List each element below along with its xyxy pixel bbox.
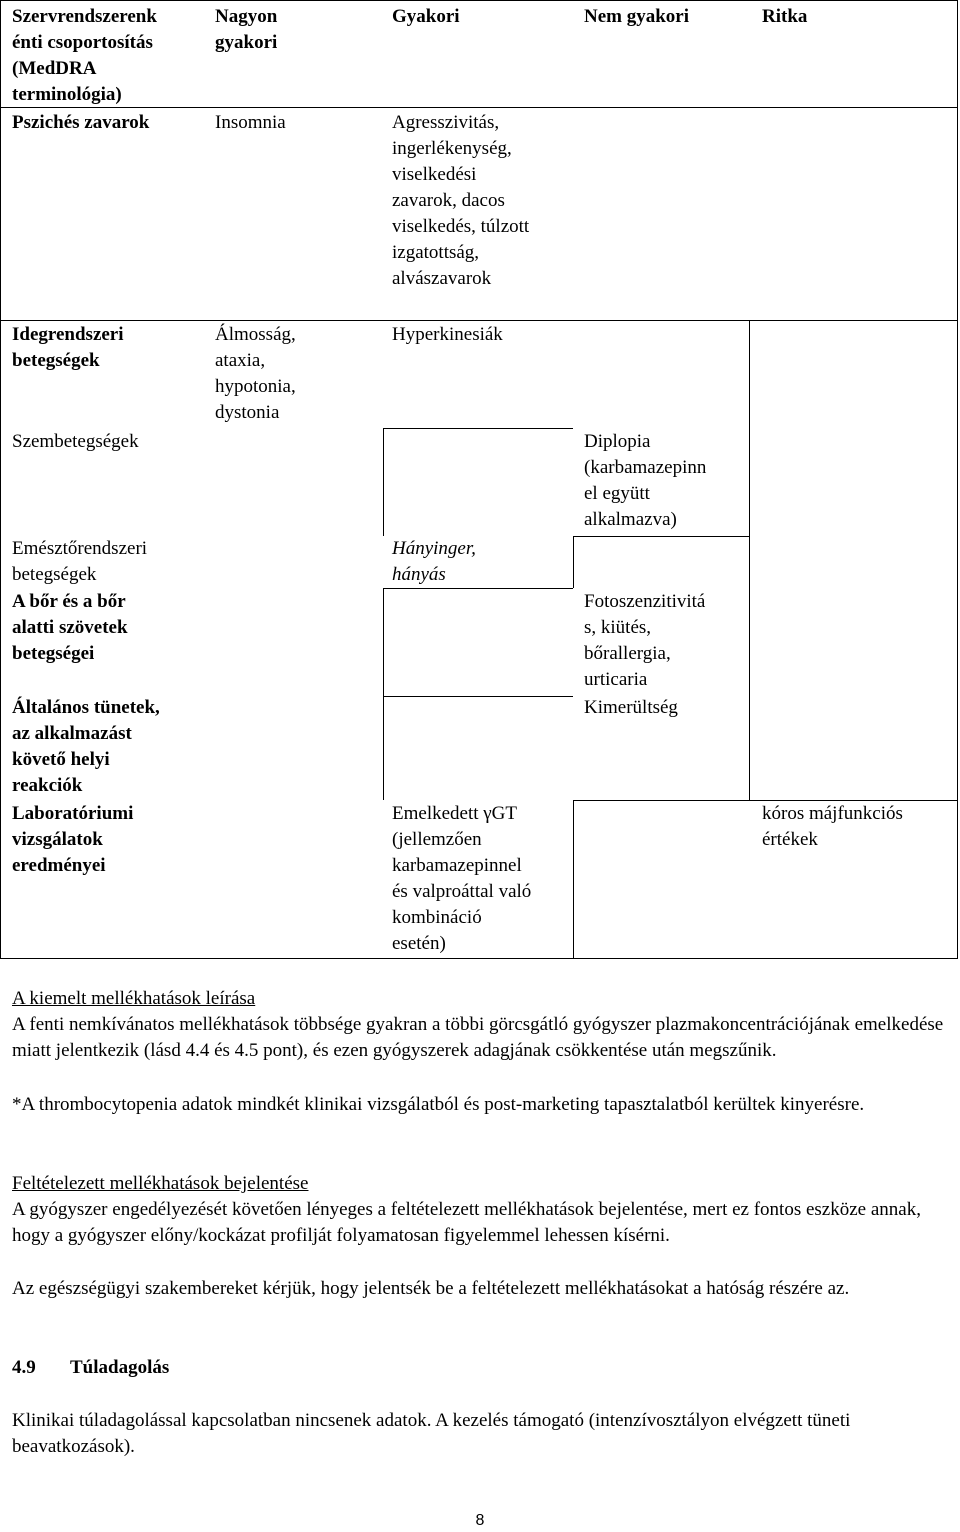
table-row-divider (0, 320, 958, 321)
row-soc: Szembetegségek (12, 431, 139, 452)
section-title-reporting: Feltételezett mellékhatások bejelentése (12, 1173, 309, 1194)
row-soc: Pszichés zavarok (12, 112, 150, 133)
row-uncommon: Fotoszenzitivitá s, kiütés, bőrallergia, urticaria (584, 591, 706, 690)
table-cell-divider (383, 588, 573, 589)
section-title-highlighted: A kiemelt mellékhatások leírása (12, 988, 256, 1009)
paragraph: Az egészségügyi szakembereket kérjük, hogy jelentsék be a feltételezett mellékhatásokat a hatóság részére az. (12, 1278, 850, 1299)
header-uncommon: Nem gyakori (584, 6, 690, 27)
table-border-left (0, 0, 1, 959)
row-common: Hyperkinesiák (392, 324, 503, 345)
header-very-common: Nagyon gyakori (215, 6, 278, 53)
table-cell-divider (383, 428, 573, 429)
table-border-top (0, 0, 958, 1)
row-uncommon: Diplopia (karbamazepinn el együtt alkalmazva) (584, 431, 707, 530)
paragraph: A gyógyszer engedélyezését követően lényeges a feltételezett mellékhatások bejelentése, mert ez fontos eszköze annak, hogy a gyógyszer előny/kockázat profilját folyamatosan figyelemmel lehessen kísérni. (12, 1199, 921, 1247)
row-common: Emelkedett γGT (jellemzően karbamazepinnel és valproáttal való kombináció esetén) (392, 803, 532, 954)
header-soc: Szervrendszerenk énti csoportosítás (MedDRA terminológia) (12, 6, 157, 105)
page-number: 8 (475, 1512, 485, 1529)
row-soc: Emésztőrendszeri betegségek (12, 538, 148, 585)
table-cell-divider (573, 536, 749, 537)
row-soc: Általános tünetek, az alkalmazást követő helyi reakciók (12, 697, 160, 796)
row-very-common: Insomnia (215, 112, 286, 133)
row-common: Hányinger, hányás (392, 538, 476, 585)
table-col-divider (383, 428, 384, 536)
section-heading-title: Túladagolás (70, 1357, 170, 1378)
row-uncommon: Kimerültség (584, 697, 678, 718)
header-common: Gyakori (392, 6, 460, 27)
row-rare: kóros májfunkciós értékek (762, 803, 903, 850)
header-rare: Ritka (762, 6, 808, 27)
table-col-divider (573, 536, 574, 588)
row-soc: Laboratóriumi vizsgálatok eredményei (12, 803, 134, 876)
row-soc: A bőr és a bőr alatti szövetek betegségei (12, 591, 128, 664)
paragraph: Klinikai túladagolással kapcsolatban nincsenek adatok. A kezelés támogató (intenzívosztályon elvégzett tüneti beavatkozások). (12, 1410, 851, 1458)
table-col-divider (749, 320, 750, 800)
table-border-right (957, 0, 958, 959)
table-col-divider (573, 800, 574, 959)
table-border-bottom (0, 958, 958, 959)
paragraph: *A thrombocytopenia adatok mindkét klinikai vizsgálatból és post-marketing tapasztalatból kerültek kinyerésre. (12, 1094, 865, 1115)
row-common: Agresszivitás, ingerlékenység, viselkedési zavarok, dacos viselkedés, túlzott izgatottság, alvászavarok (392, 112, 530, 289)
table-col-divider (383, 588, 384, 800)
row-soc: Idegrendszeri betegségek (12, 324, 124, 371)
paragraph: A fenti nemkívánatos mellékhatások többsége gyakran a többi görcsgátló gyógyszer plazmakoncentrációjának emelkedése miatt jelentkezik (lásd 4.4 és 4.5 pont), és ezen gyógyszerek adagjának csökkentése után megszűnik. (12, 1014, 944, 1062)
section-number: 4.9 (12, 1357, 36, 1378)
row-very-common: Álmosság, ataxia, hypotonia, dystonia (215, 324, 296, 423)
section-heading-overdose (12, 1355, 169, 1381)
table-cell-divider (383, 696, 573, 697)
